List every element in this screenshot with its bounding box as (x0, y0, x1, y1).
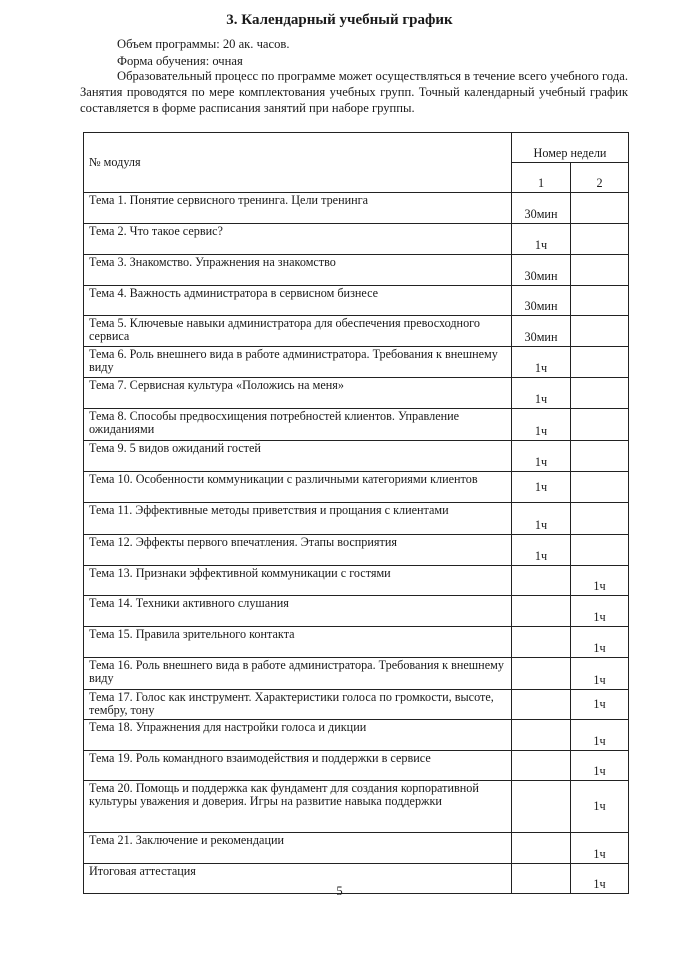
row-topic: Тема 9. 5 видов ожиданий гостей (84, 441, 512, 472)
row-week-1-value (512, 658, 571, 690)
row-topic: Тема 2. Что такое сервис? (84, 224, 512, 255)
row-week-1-value: 1ч (512, 347, 571, 378)
row-week-2-value (571, 224, 629, 255)
row-week-2-value: 1ч (571, 720, 629, 751)
table-row (84, 627, 629, 658)
row-week-2-value (571, 286, 629, 316)
row-week-1-value: 1ч (512, 535, 571, 566)
table-row (84, 781, 629, 833)
row-topic: Тема 13. Признаки эффективной коммуникации с гостями (84, 566, 512, 596)
row-week-1-value: 30мин (512, 193, 571, 224)
row-week-1-value (512, 781, 571, 833)
table-row (84, 441, 629, 472)
header-week-2: 2 (571, 163, 629, 193)
header-week-1: 1 (512, 163, 571, 193)
page-number: 5 (336, 884, 343, 898)
row-week-2-value: 1ч (571, 566, 629, 596)
row-week-2-value: 1ч (571, 658, 629, 690)
row-topic: Тема 15. Правила зрительного контакта (84, 627, 512, 658)
row-week-2-value (571, 255, 629, 286)
section-title: 3. Календарный учебный график (226, 12, 453, 28)
row-week-2-value: 1ч (571, 690, 629, 720)
row-week-1-value: 1ч (512, 503, 571, 535)
table-row (84, 347, 629, 378)
row-topic: Тема 1. Понятие сервисного тренинга. Цели тренинга (84, 193, 512, 224)
table-row (84, 409, 629, 441)
row-week-2-value (571, 316, 629, 347)
row-week-2-value: 1ч (571, 781, 629, 833)
table-row (84, 658, 629, 690)
row-week-1-value (512, 566, 571, 596)
table-row (84, 751, 629, 781)
row-week-2-value: 1ч (571, 751, 629, 781)
row-week-1-value (512, 751, 571, 781)
table-row (84, 378, 629, 409)
row-topic: Итоговая аттестация (84, 864, 512, 894)
table-row (84, 535, 629, 566)
row-week-1-value (512, 720, 571, 751)
row-topic: Тема 19. Роль командного взаимодействия и поддержки в сервисе (84, 751, 512, 781)
row-week-2-value (571, 503, 629, 535)
row-week-1-value: 30мин (512, 255, 571, 286)
table-row (84, 316, 629, 347)
row-topic: Тема 17. Голос как инструмент. Характеристики голоса по громкости, высоте, тембру, тону (84, 690, 512, 720)
row-topic: Тема 5. Ключевые навыки администратора для обеспечения превосходного сервиса (84, 316, 512, 347)
row-week-2-value: 1ч (571, 833, 629, 864)
row-week-1-value: 1ч (512, 472, 571, 503)
row-topic: Тема 18. Упражнения для настройки голоса и дикции (84, 720, 512, 751)
row-week-1-value: 30мин (512, 316, 571, 347)
row-week-1-value: 1ч (512, 409, 571, 441)
row-topic: Тема 3. Знакомство. Упражнения на знакомство (84, 255, 512, 286)
row-topic: Тема 7. Сервисная культура «Положись на меня» (84, 378, 512, 409)
row-week-2-value (571, 441, 629, 472)
study-form: Форма обучения: очная (117, 54, 243, 68)
row-week-2-value (571, 193, 629, 224)
row-week-1-value (512, 596, 571, 627)
table-row (84, 472, 629, 503)
row-week-2-value (571, 347, 629, 378)
row-topic: Тема 6. Роль внешнего вида в работе администратора. Требования к внешнему виду (84, 347, 512, 378)
row-topic: Тема 12. Эффекты первого впечатления. Этапы восприятия (84, 535, 512, 566)
row-week-2-value (571, 409, 629, 441)
row-topic: Тема 11. Эффективные методы приветствия и прощания с клиентами (84, 503, 512, 535)
row-week-2-value: 1ч (571, 864, 629, 894)
table-row (84, 286, 629, 316)
row-week-2-value (571, 472, 629, 503)
row-week-1-value (512, 833, 571, 864)
table-row (84, 255, 629, 286)
row-week-1-value: 1ч (512, 441, 571, 472)
intro-paragraph: Образовательный процесс по программе может осуществляться в течение всего учебного года. Занятия проводятся по мере комплектования учебных групп. Точный календарный учебный график составляется в форме расписания занятий при наборе группы. (80, 69, 628, 115)
row-topic: Тема 21. Заключение и рекомендации (84, 833, 512, 864)
row-topic: Тема 8. Способы предвосхищения потребностей клиентов. Управление ожиданиями (84, 409, 512, 441)
table-row (84, 193, 629, 224)
table-row (84, 503, 629, 535)
row-topic: Тема 16. Роль внешнего вида в работе администратора. Требования к внешнему виду (84, 658, 512, 690)
header-module: № модуля (84, 133, 512, 193)
row-week-2-value: 1ч (571, 627, 629, 658)
table-row (84, 596, 629, 627)
row-week-2-value (571, 378, 629, 409)
table-row (84, 690, 629, 720)
row-week-1-value: 1ч (512, 378, 571, 409)
row-week-1-value (512, 627, 571, 658)
row-week-1-value: 1ч (512, 224, 571, 255)
row-week-1-value: 30мин (512, 286, 571, 316)
header-week-number: Номер недели (512, 133, 629, 163)
row-week-1-value (512, 690, 571, 720)
table-row (84, 720, 629, 751)
row-topic: Тема 4. Важность администратора в сервисном бизнесе (84, 286, 512, 316)
row-topic: Тема 10. Особенности коммуникации с различными категориями клиентов (84, 472, 512, 503)
row-week-2-value (571, 535, 629, 566)
program-volume: Объем программы: 20 ак. часов. (117, 37, 290, 51)
table-header-row (84, 133, 629, 163)
row-topic: Тема 20. Помощь и поддержка как фундамент для создания корпоративной культуры уважения и доверия. Игры на развитие навыка поддержки (84, 781, 512, 833)
row-week-2-value: 1ч (571, 596, 629, 627)
table-row (84, 566, 629, 596)
schedule-table (83, 132, 629, 894)
table-row (84, 833, 629, 864)
table-row (84, 224, 629, 255)
row-topic: Тема 14. Техники активного слушания (84, 596, 512, 627)
